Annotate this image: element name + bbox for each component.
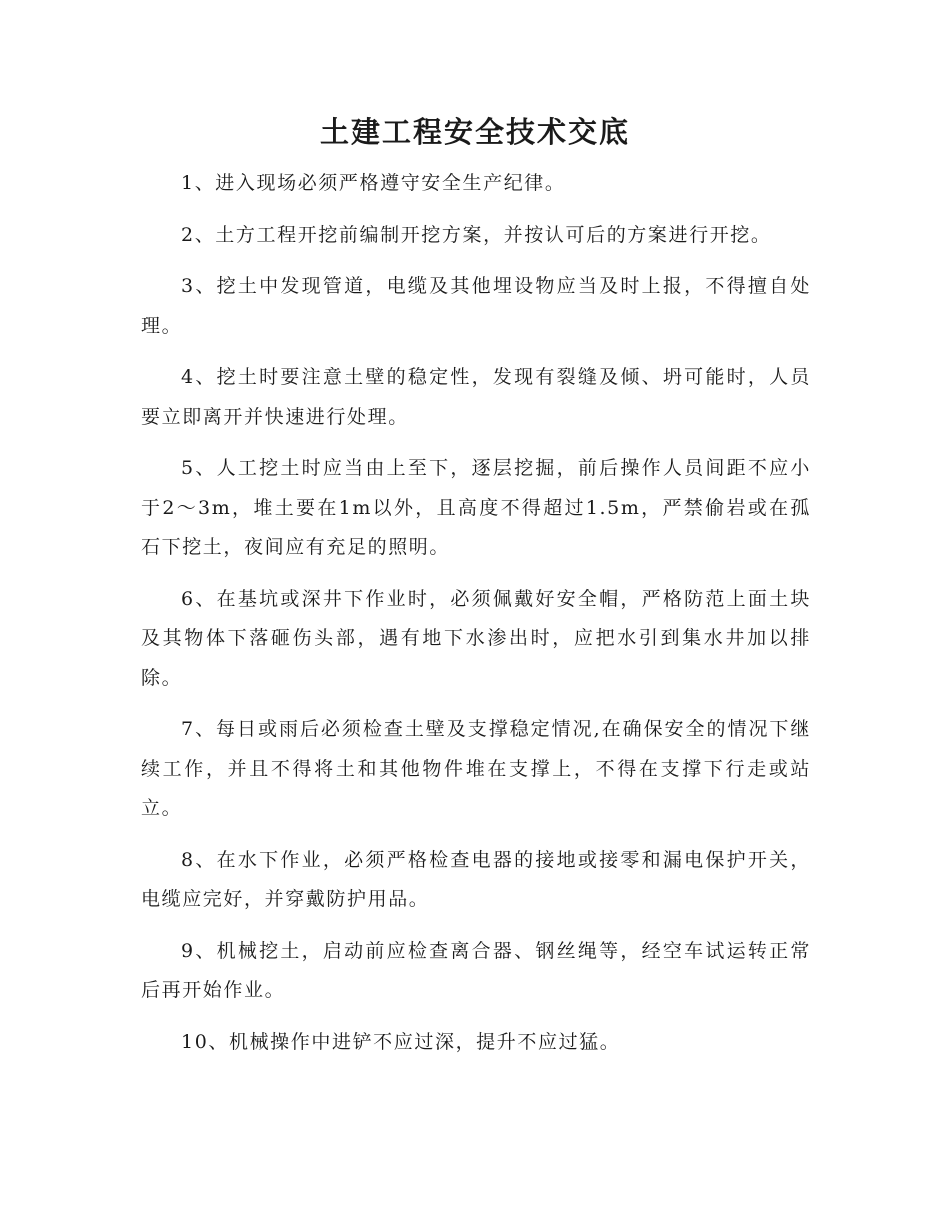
page-title: 土建工程安全技术交底 — [319, 115, 630, 149]
paragraph-10: 10、机械操作中进铲不应过深，提升不应过猛。 — [181, 1030, 621, 1053]
paragraph-6: 6、在基坑或深井下作业时，必须佩戴好安全帽，严格防范上面土块及其物体下落砸伤头部，遇有地下水渗出时，应把水引到集水井加以排除。 — [141, 587, 811, 689]
paragraph-9: 9、机械挖土，启动前应检查离合器、钢丝绳等，经空车试运转正常后再开始作业。 — [141, 939, 811, 1001]
paragraph-4: 4、挖土时要注意土壁的稳定性，发现有裂缝及倾、坍可能时，人员要立即离开并快速进行处理。 — [141, 366, 811, 428]
paragraph-5: 5、人工挖土时应当由上至下，逐层挖掘，前后操作人员间距不应小于2～3m，堆土要在1m以外，且高度不得超过1.5m，严禁偷岩或在孤石下挖土，夜间应有充足的照明。 — [141, 457, 811, 558]
paragraph-7: 7、每日或雨后必须检查土壁及支撑稳定情况,在确保安全的情况下继续工作，并且不得将土和其他物件堆在支撑上，不得在支撑下行走或站立。 — [141, 718, 811, 819]
paragraph-8: 8、在水下作业，必须严格检查电器的接地或接零和漏电保护开关，电缆应完好，并穿戴防护用品。 — [141, 848, 811, 910]
paragraph-1: 1、进入现场必须严格遵守安全生产纪律。 — [181, 172, 566, 194]
paragraph-2: 2、土方工程开挖前编制开挖方案，并按认可后的方案进行开挖。 — [181, 223, 772, 246]
document-body — [141, 164, 811, 1074]
paragraph-3: 3、挖土中发现管道，电缆及其他埋设物应当及时上报，不得擅自处理。 — [141, 275, 811, 337]
